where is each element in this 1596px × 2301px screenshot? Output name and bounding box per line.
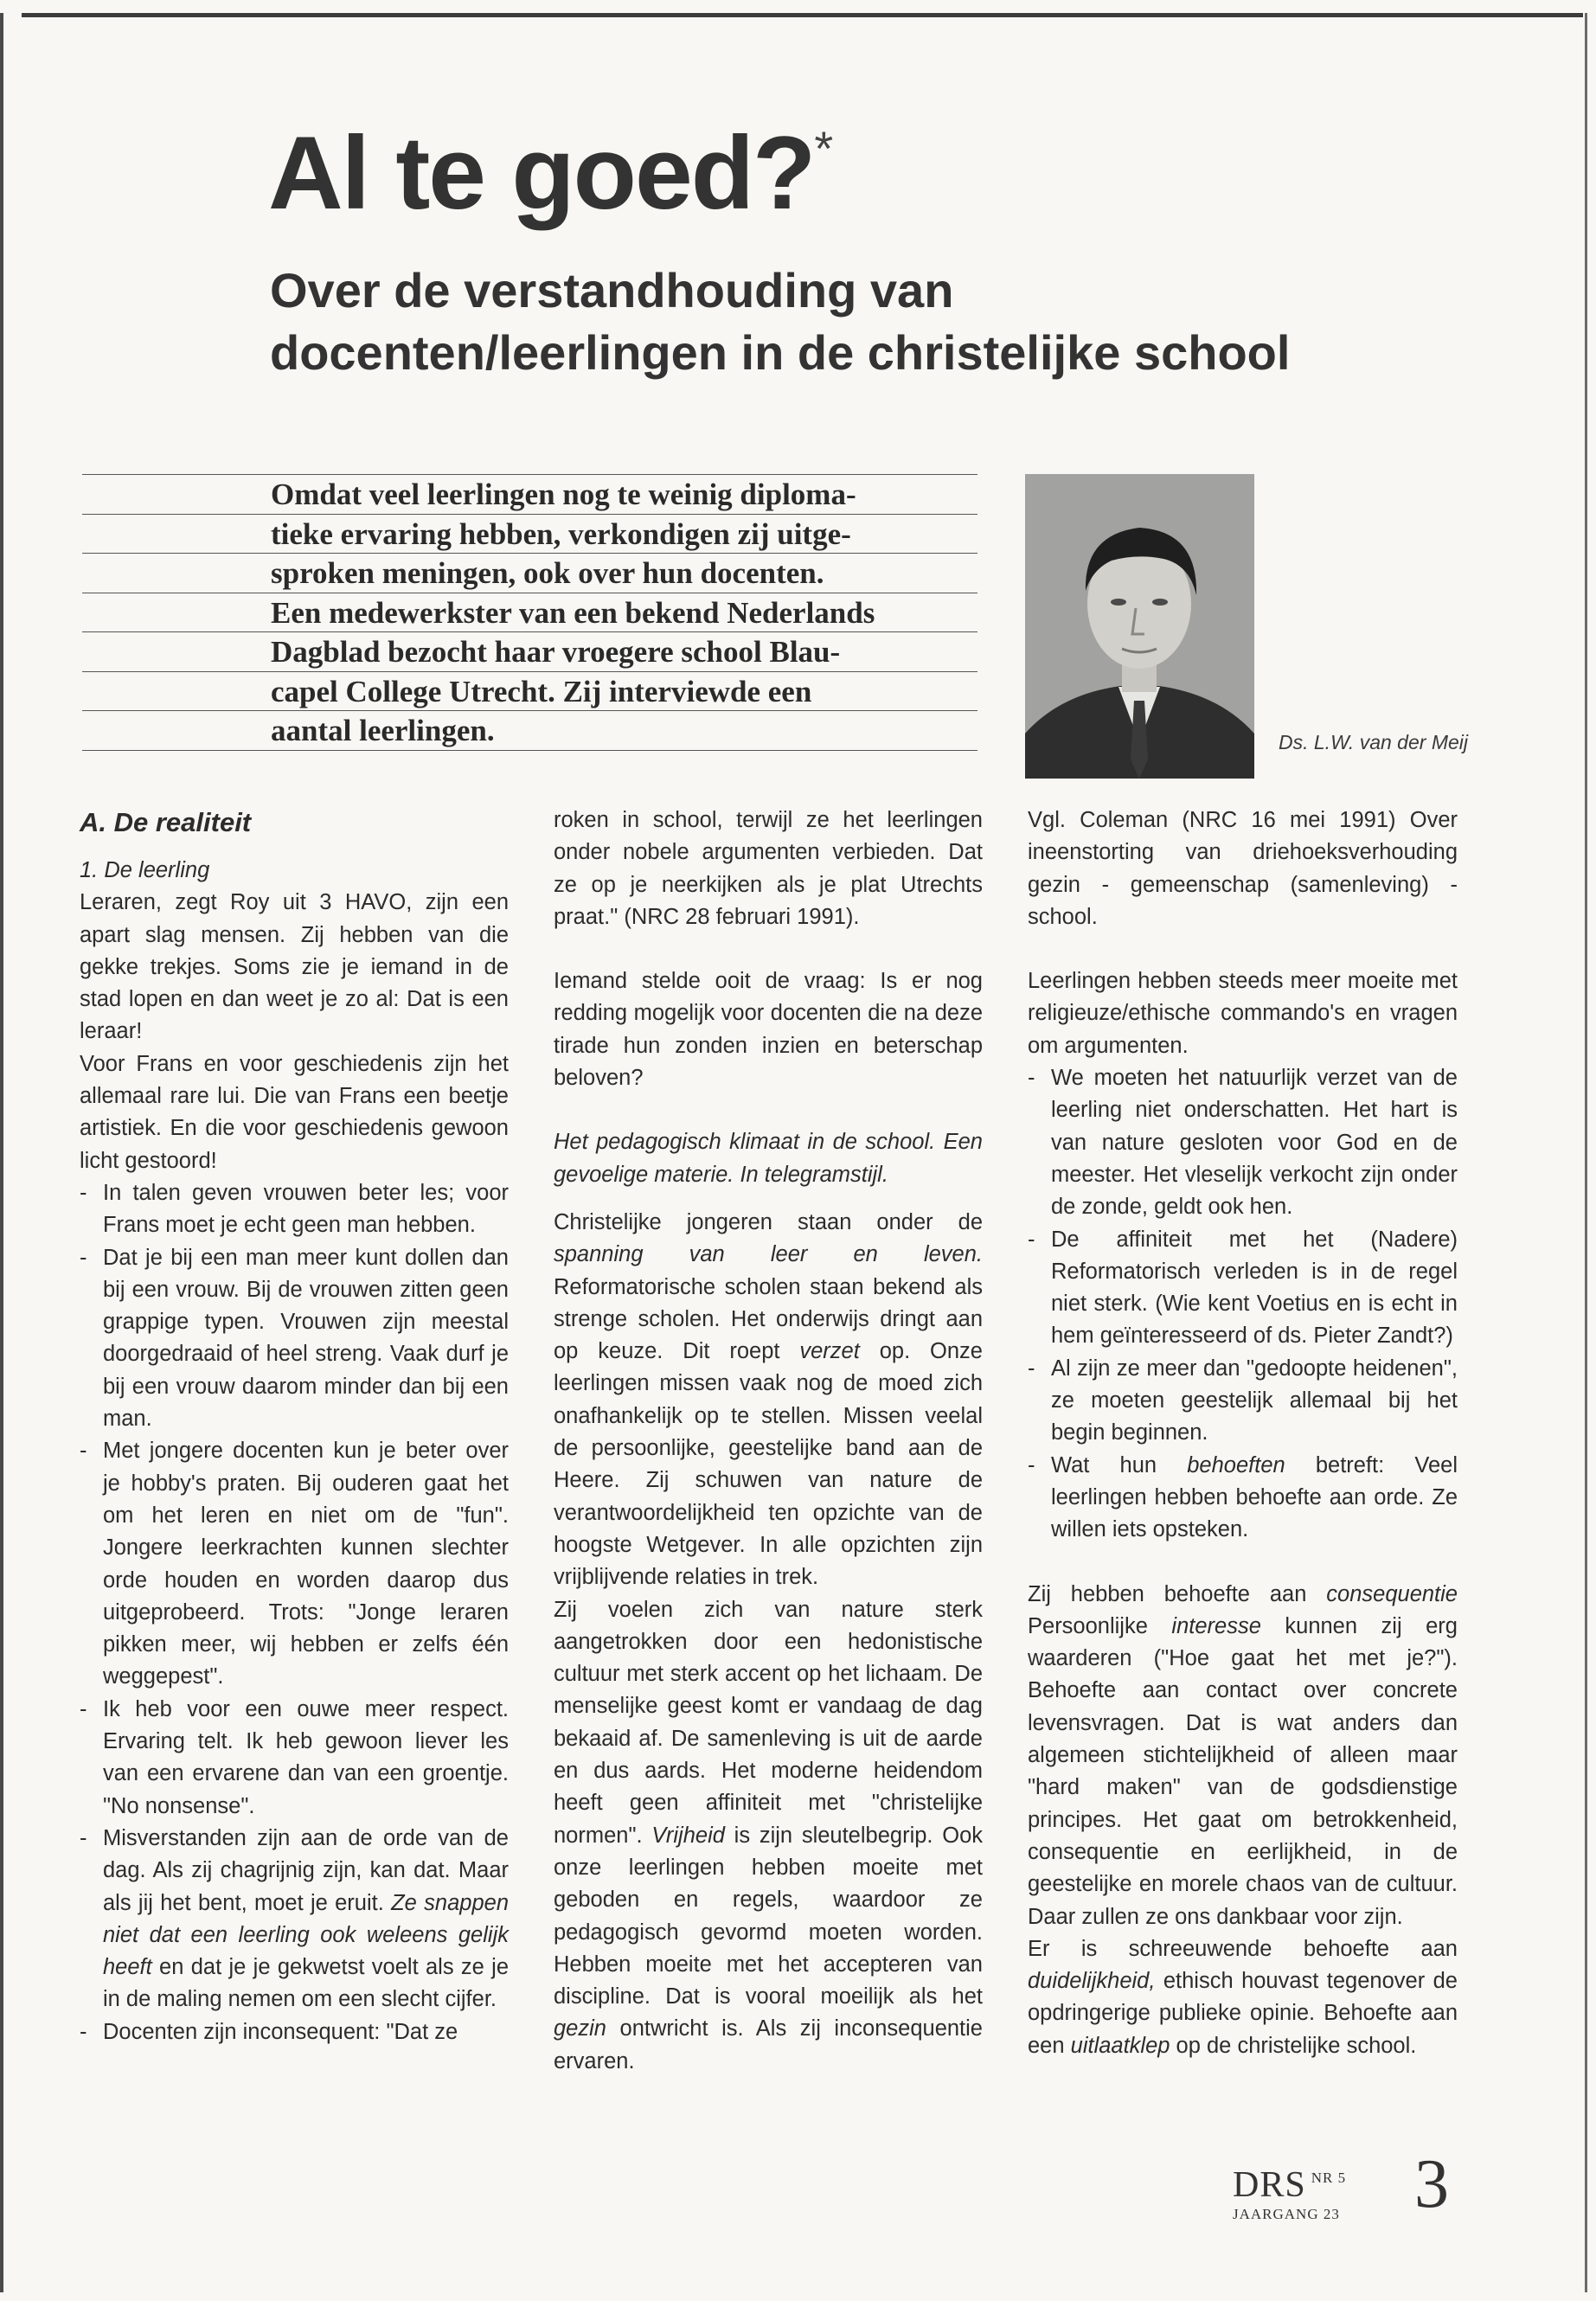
text-run: op de christelijke school.	[1170, 2033, 1417, 2058]
bullet-list	[1028, 1062, 1458, 1546]
subsection-heading: 1. De leerling	[80, 858, 210, 882]
emphasis: uitlaatklep	[1070, 2033, 1170, 2058]
intro-line: capel College Utrecht. Zij interviewde een	[82, 672, 977, 712]
emphasis: gezin	[554, 2016, 606, 2041]
paragraph	[554, 1207, 983, 1594]
text-run: Zij voelen zich van nature sterk aangetrokken door een hedonistische cultuur met sterk accent op het lichaam. De menselijke geest komt er vandaag de dag bekaaid af. De samenleving is uit de aarde en dus aards. Het moderne heidendom heeft geen affiniteit met "christelijke normen".	[554, 1597, 983, 1848]
intro-lead	[82, 474, 977, 751]
text-run: Persoonlijke	[1028, 1613, 1172, 1638]
list-item: - Dat je bij een man meer kunt dollen dan bij een vrouw. Bij de vrouwen zitten geen grappige typen. Vrouwen zijn meestal doorgedraaid of heel streng. Vaak durf je bij een vrouw daarom minder dan bij een man.	[80, 1242, 509, 1436]
list-item: - Al zijn ze meer dan "gedoopte heidenen", ze moeten geestelijk allemaal bij het begin beginnen.	[1028, 1353, 1458, 1450]
issue-number: NR 5	[1311, 2170, 1347, 2186]
emphasis: duidelijkheid,	[1028, 1969, 1156, 1994]
intro-line: tieke ervaring hebben, verkondigen zij uitge-	[82, 515, 977, 554]
list-item: - Ik heb voor een ouwe meer respect. Ervaring telt. Ik heb gewoon liever les van een ervarene dan van een groentje. "No nonsense".	[80, 1694, 509, 1823]
text-run: Christelijke jongeren staan onder de	[554, 1209, 983, 1234]
list-item	[1028, 1450, 1458, 1547]
spacer	[554, 933, 983, 965]
text-run: op. Onze leerlingen missen vaak nog de moed zich onafhankelijk op te stellen. Missen veelal de persoonlijke, geestelijke band aan de Heere. Zij schuwen van nature de verantwoordelijkheid ten opzichte van de hoogste Wetgever. In alle opzichten zijn vrijblijvende relaties in trek.	[554, 1339, 983, 1590]
section-heading: A. De realiteit	[80, 807, 252, 837]
emphasis: behoeften	[1187, 1452, 1285, 1477]
emphasis: consequentie	[1326, 1581, 1458, 1606]
list-item: - Docenten zijn inconsequent: "Dat ze	[80, 2016, 509, 2048]
subtitle-line-2: docenten/leerlingen in de christelijke school	[270, 325, 1291, 380]
paragraph	[1028, 1933, 1458, 2062]
emphasis: interesse	[1171, 1613, 1261, 1638]
page-border-left	[0, 13, 3, 2292]
column-3	[1028, 804, 1458, 2062]
list-item: - In talen geven vrouwen beter les; voor Frans moet je echt geen man hebben.	[80, 1177, 509, 1242]
bullet-list	[80, 1177, 509, 2048]
paragraph: Leerlingen hebben steeds meer moeite met religieuze/ethische commando's en vragen om argumenten.	[1028, 969, 1458, 1058]
text-run: Zij hebben behoefte aan	[1028, 1581, 1327, 1606]
spacer	[554, 1094, 983, 1126]
text-run: Misverstanden zijn aan de orde van de dag. Als zij chagrijnig zijn, kan dat. Maar als jij het bent, moet je eruit.	[103, 1825, 509, 1915]
paragraph	[1028, 1579, 1458, 1933]
article-subtitle	[270, 260, 1481, 384]
column-1	[80, 804, 509, 2048]
list-item	[80, 1823, 509, 2016]
magazine-masthead	[1233, 2164, 1347, 2222]
paragraph	[554, 1594, 983, 2078]
emphasis: verzet	[799, 1339, 860, 1364]
article-title	[268, 115, 832, 231]
intro-line: Omdat veel leerlingen nog te weinig diploma-	[82, 475, 977, 515]
intro-line: aantal leerlingen.	[82, 711, 977, 751]
text-run: en dat je je gekwetst voelt als ze je in de maling nemen om een slecht cijfer.	[103, 1955, 509, 2012]
text-run: is zijn sleutelbegrip. Ook onze leerlingen hebben moeite met geboden en regels, waardoor ze pedagogisch gevormd moeten worden. Hebben moeite met het accepteren van discipline. Dat is vooral moeilijk als het	[554, 1823, 984, 2009]
paragraph: Iemand stelde ooit de vraag: Is er nog redding mogelijk voor docenten die na deze tirade hun zonden inzien en beterschap beloven?	[554, 969, 983, 1091]
intro-line: sproken meningen, ook over hun docenten.	[82, 554, 977, 593]
spacer	[554, 1191, 983, 1207]
list-item: - We moeten het natuurlijk verzet van de leerling niet onderschatten. Het hart is van nature gesloten voor God en de meester. Het vleselijk verkocht zijn onder de zonde, geldt ook hen.	[1028, 1062, 1458, 1223]
magazine-name: DRS	[1233, 2165, 1306, 2205]
emphasis: Vrijheid	[651, 1823, 725, 1848]
text-run: Reformatorische scholen staan bekend als strenge scholen. Het onderwijs dringt aan op keuze. Dit roept	[554, 1274, 983, 1364]
page-border-right	[1585, 13, 1587, 2292]
paragraph: Leraren, zegt Roy uit 3 HAVO, zijn een apart slag mensen. Zij hebben van die gekke trekjes. Soms zie je iemand in de stad lopen en dan weet je zo al: Dat is een leraar!	[80, 890, 509, 1044]
subtitle-line-1: Over de verstandhouding van	[270, 263, 954, 317]
italic-subheading: Het pedagogisch klimaat in de school. Een gevoelige materie. In telegramstijl.	[554, 1130, 983, 1187]
text-run: ethisch houvast tegenover de opdringerige publieke opinie. Behoefte aan een	[1028, 1969, 1458, 2058]
intro-line: Dagblad bezocht haar vroegere school Blau-	[82, 632, 977, 672]
paragraph: Voor Frans en voor geschiedenis zijn het allemaal rare lui. Die van Frans een beetje artistiek. En die voor geschiedenis gewoon licht gestoord!	[80, 1051, 509, 1173]
spacer	[1028, 1547, 1458, 1579]
article-title-text: Al te goed?	[268, 115, 815, 231]
list-item: - Met jongere docenten kun je beter over je hobby's praten. Bij ouderen gaat het om het leren en niet om de "fun". Jongere leerkrachten kunnen slechter orde houden en worden daarop dus uitgeprobeerd. Trots: "Jonge leraren pikken meer, wij hebben er zelfs één weggepest".	[80, 1435, 509, 1693]
author-portrait	[1025, 474, 1254, 779]
paragraph: roken in school, terwijl ze het leerlingen onder nobele argumenten verbieden. Dat ze op je neerkijken als je plat Utrechts praat." (NRC 28 februari 1991).	[554, 808, 983, 929]
photo-caption: Ds. L.W. van der Meij	[1279, 731, 1468, 753]
page-number: 3	[1414, 2146, 1449, 2222]
text-run: Er is schreeuwende behoefte aan	[1028, 1936, 1458, 1961]
text-run: betreft: Veel leerlingen hebben behoefte aan orde. Ze willen iets opsteken.	[1051, 1452, 1458, 1542]
spacer	[1028, 933, 1458, 965]
volume-label: JAARGANG 23	[1233, 2206, 1340, 2222]
text-run: kunnen zij erg waarderen ("Hoe gaat het met je?"). Behoefte aan contact over concrete levensvragen. Dat is wat anders dan algemeen stichtelijkheid of alleen maar "hard maken" van de godsdienstige principes. Het gaat om betrokkenheid, consequentie en eerlijkheid, in de geestelijke en morele chaos van de cultuur. Daar zullen ze ons dankbaar voor zijn.	[1028, 1613, 1458, 1929]
paragraph: Vgl. Coleman (NRC 16 mei 1991) Over ineenstorting van driehoeksverhouding gezin - gemeenschap (samenleving) - school.	[1028, 808, 1458, 929]
list-item: - De affiniteit met het (Nadere) Reformatorisch verleden is in de regel niet sterk. (Wie kent Voetius en is echt in hem geïnteresseerd of ds. Pieter Zandt?)	[1028, 1224, 1458, 1353]
text-run: Wat hun	[1051, 1452, 1188, 1477]
emphasis: Ze snappen niet dat een leerling ook weleens gelijk heeft	[103, 1890, 510, 1980]
page-border-top	[22, 13, 1583, 17]
portrait-illustration	[1025, 474, 1254, 779]
title-footnote-mark: *	[814, 121, 832, 176]
emphasis: spanning van leer en leven.	[554, 1242, 983, 1267]
text-run: ontwricht is. Als zij inconsequentie ervaren.	[554, 2016, 983, 2073]
column-2	[554, 804, 983, 2078]
intro-line: Een medewerkster van een bekend Nederlands	[82, 593, 977, 633]
